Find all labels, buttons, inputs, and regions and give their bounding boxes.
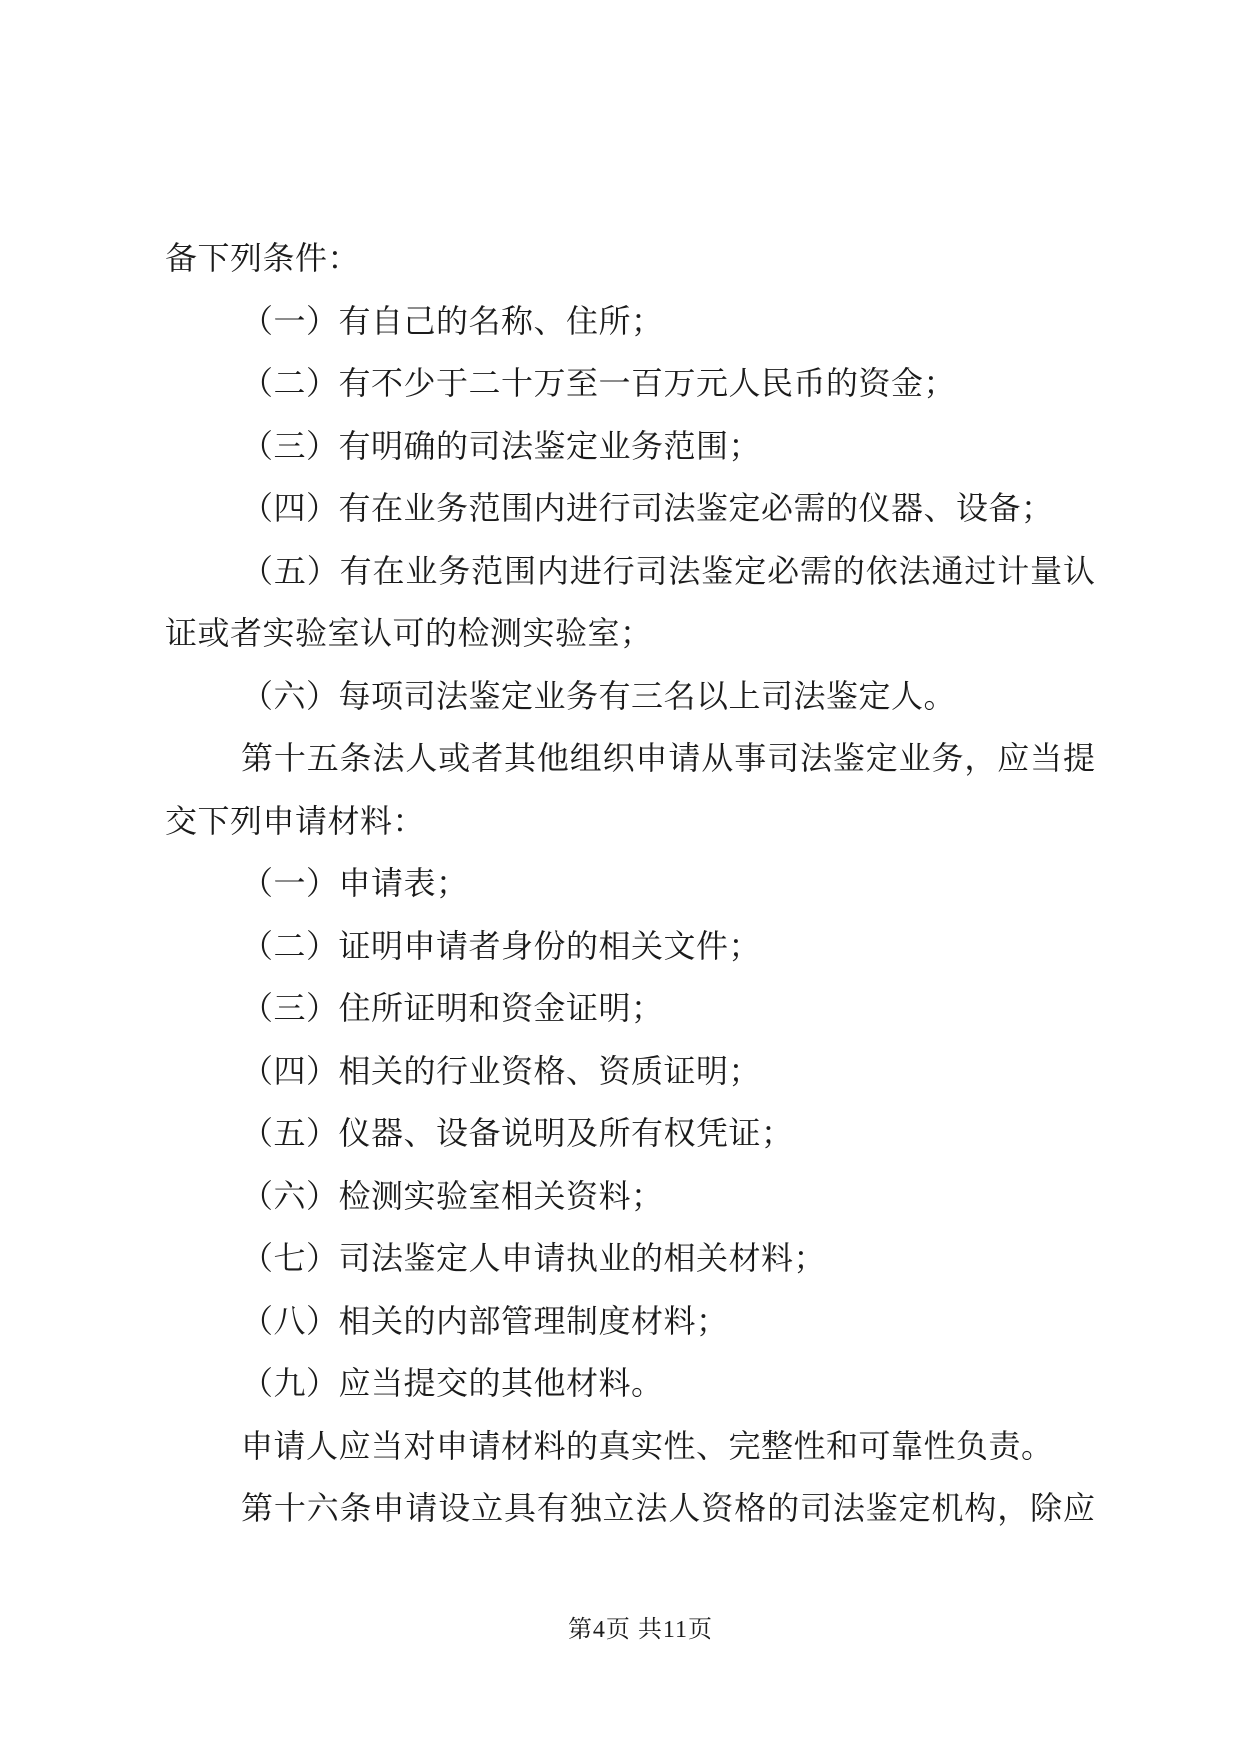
text-line: （三）住所证明和资金证明； xyxy=(241,990,664,1026)
text-line: （六）每项司法鉴定业务有三名以上司法鉴定人。 xyxy=(241,677,957,714)
text-line: （七）司法鉴定人申请执业的相关材料； xyxy=(241,1240,827,1276)
text-line: 证或者实验室认可的检测实验室； xyxy=(165,615,653,651)
text-line: （四）相关的行业资格、资质证明； xyxy=(241,1052,762,1089)
text-line: （三）有明确的司法鉴定业务范围； xyxy=(241,427,762,464)
text-line: （一）有自己的名称、住所； xyxy=(241,302,664,339)
text-line: （九）应当提交的其他材料。 xyxy=(241,1365,664,1401)
text-line: 申请人应当对申请材料的真实性、完整性和可靠性负责。 xyxy=(241,1427,1054,1464)
text-line: （二）有不少于二十万至一百万元人民币的资金； xyxy=(241,365,957,401)
text-line: 备下列条件： xyxy=(165,240,361,276)
article-15-opening-line: 第十五条法人或者其他组织申请从事司法鉴定业务，应当提 xyxy=(241,740,1095,776)
document-body xyxy=(165,227,1095,1540)
article-16-opening-line: 第十六条申请设立具有独立法人资格的司法鉴定机构，除应 xyxy=(241,1490,1095,1526)
text-line: （五）仪器、设备说明及所有权凭证； xyxy=(241,1115,794,1151)
page-number: 第4页 共11页 xyxy=(567,1617,714,1643)
text-line: 交下列申请材料： xyxy=(165,802,426,839)
text-line: （六）检测实验室相关资料； xyxy=(241,1177,664,1214)
text-line: （五）有在业务范围内进行司法鉴定必需的依法通过计量认 xyxy=(241,552,1095,589)
text-line: （二）证明申请者身份的相关文件； xyxy=(241,927,762,964)
text-line: （一）申请表； xyxy=(241,865,469,901)
text-line: （四）有在业务范围内进行司法鉴定必需的仪器、设备； xyxy=(241,490,1054,526)
text-line: （八）相关的内部管理制度材料； xyxy=(241,1302,729,1339)
